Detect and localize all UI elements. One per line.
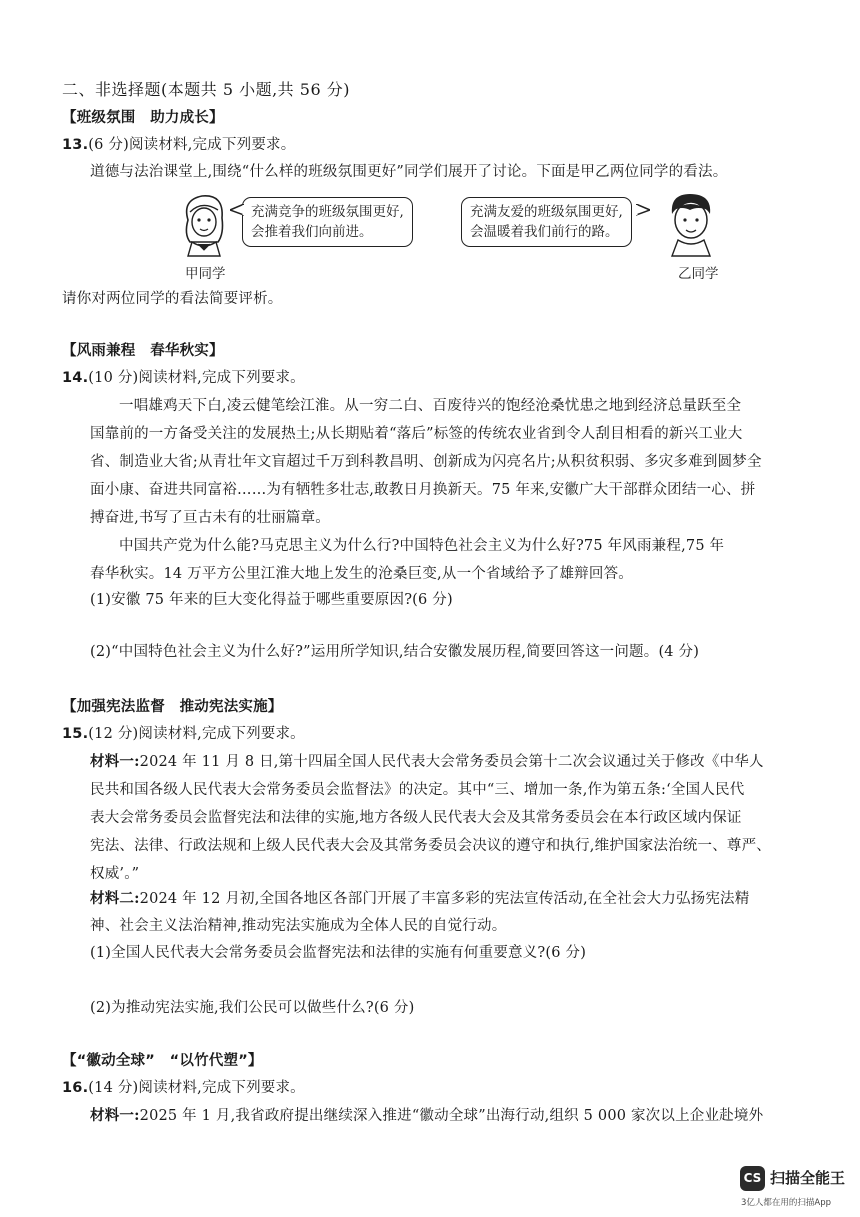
- q13-intro: 道德与法治课堂上,围绕“什么样的班级氛围更好”同学们展开了讨论。下面是甲乙两位同学的看法。: [90, 164, 728, 180]
- bubble-a-tail: [230, 204, 244, 216]
- q15-m1-line: 权威’。”: [90, 866, 140, 882]
- q14-number: 14.: [62, 370, 89, 386]
- q15-number: 15.: [62, 726, 89, 742]
- section-title: 二、非选择题(本题共 5 小题,共 56 分): [62, 80, 350, 99]
- q15-m1-line: 表大会常务委员会监督宪法和法律的实施,地方各级人民代表大会及其常务委员会在本行政区域内保证: [90, 810, 742, 826]
- q15-m2-text: 2024 年 12 月初,全国各地区各部门开展了丰富多彩的宪法宣传活动,在全社会大力弘扬宪法精: [139, 891, 750, 907]
- bubble-b-tail: [636, 204, 650, 216]
- bubble-a-line: 会推着我们向前进。: [251, 224, 373, 240]
- speech-bubble-b: [461, 197, 632, 247]
- q13-head: (6 分)阅读材料,完成下列要求。: [88, 137, 296, 153]
- q15-m1-text: 2024 年 11 月 8 日,第十四届全国人民代表大会常务委员会第十二次会议通过关于修改《中华人: [139, 754, 764, 770]
- q14-para1-line: 面小康、奋进共同富裕……为有牺牲多壮志,敢教日月换新天。75 年来,安徽广大干部群众团结一心、拼: [90, 482, 756, 498]
- q16-header: [62, 1078, 305, 1098]
- q14-sub1: (1)安徽 75 年来的巨大变化得益于哪些重要原因?(6 分): [90, 592, 453, 608]
- q13-number: 13.: [62, 137, 89, 153]
- bubble-b-line: 充满友爱的班级氛围更好,: [470, 204, 623, 220]
- q15-m2-label: 材料二:: [90, 890, 140, 907]
- q15-topic: 【加强宪法监督 推动宪法实施】: [62, 699, 283, 715]
- q14-para2-line: 中国共产党为什么能?马克思主义为什么行?中国特色社会主义为什么好?75 年风雨兼程,75 年: [119, 538, 725, 554]
- q15-sub2: (2)为推动宪法实施,我们公民可以做些什么?(6 分): [90, 1000, 415, 1016]
- student-a-illustration: [178, 190, 230, 258]
- q13-task: 请你对两位同学的看法简要评析。: [62, 291, 283, 307]
- scanner-logo-icon: CS: [740, 1166, 765, 1191]
- q16-number: 16.: [62, 1080, 89, 1096]
- q13-topic: 【班级氛围 助力成长】: [62, 110, 224, 126]
- q15-m1-label: 材料一:: [90, 753, 140, 770]
- q16-head: (14 分)阅读材料,完成下列要求。: [88, 1080, 305, 1096]
- q14-para1-line: 搏奋进,书写了亘古未有的壮丽篇章。: [90, 510, 331, 526]
- q13-header: [62, 135, 295, 155]
- bubble-a-line: 充满竞争的班级氛围更好,: [251, 204, 404, 220]
- q15-head: (12 分)阅读材料,完成下列要求。: [88, 726, 305, 742]
- scanner-app-tagline: 3亿人都在用的扫描App: [741, 1198, 832, 1208]
- q14-para1-line: 国靠前的一方备受关注的发展热土;从长期贴着“落后”标签的传统农业省到令人刮目相看的新兴工业大: [90, 426, 743, 442]
- q14-para1-line: 省、制造业大省;从青壮年文盲超过千万到科教昌明、创新成为闪亮名片;从积贫积弱、多灾多难到圆梦全: [90, 454, 762, 470]
- q16-m1-line: [90, 1106, 763, 1126]
- q15-m1-line: 民共和国各级人民代表大会常务委员会监督法》的决定。其中“三、增加一条,作为第五条:‘全国人民代: [90, 782, 745, 798]
- q15-header: [62, 724, 305, 744]
- q16-topic: 【“徽动全球” “以竹代塑”】: [62, 1053, 263, 1069]
- speech-bubble-a: [242, 197, 413, 247]
- q15-m2-line: 神、社会主义法治精神,推动宪法实施成为全体人民的自觉行动。: [90, 918, 507, 934]
- q15-m2-line: [90, 889, 749, 909]
- q14-topic: 【风雨兼程 春华秋实】: [62, 343, 224, 359]
- student-b-illustration: [660, 190, 720, 258]
- q15-m1-line: 宪法、法律、行政法规和上级人民代表大会及其常务委员会决议的遵守和执行,维护国家法治统一、尊严、: [90, 838, 772, 854]
- q14-para2-line: 春华秋实。14 万平方公里江淮大地上发生的沧桑巨变,从一个省域给予了雄辩回答。: [90, 566, 633, 582]
- bubble-b-line: 会温暖着我们前行的路。: [470, 224, 619, 240]
- q14-head: (10 分)阅读材料,完成下列要求。: [88, 370, 305, 386]
- student-a-caption: 甲同学: [185, 266, 226, 282]
- student-b-caption: 乙同学: [678, 266, 719, 282]
- q16-m1-text: 2025 年 1 月,我省政府提出继续深入推进“徽动全球”出海行动,组织 5 000 家次以上企业赴境外: [139, 1108, 764, 1124]
- q15-m1-line: [90, 752, 764, 772]
- q15-sub1: (1)全国人民代表大会常务委员会监督宪法和法律的实施有何重要意义?(6 分): [90, 945, 587, 961]
- q14-para1-line: 一唱雄鸡天下白,凌云健笔绘江淮。从一穷二白、百废待兴的饱经沧桑忧患之地到经济总量跃至全: [119, 398, 742, 414]
- scanner-app-name: 扫描全能王: [770, 1169, 846, 1187]
- q14-header: [62, 368, 305, 388]
- q16-m1-label: 材料一:: [90, 1107, 140, 1124]
- q14-sub2: (2)“中国特色社会主义为什么好?”运用所学知识,结合安徽发展历程,简要回答这一问题。(4 分): [90, 644, 700, 660]
